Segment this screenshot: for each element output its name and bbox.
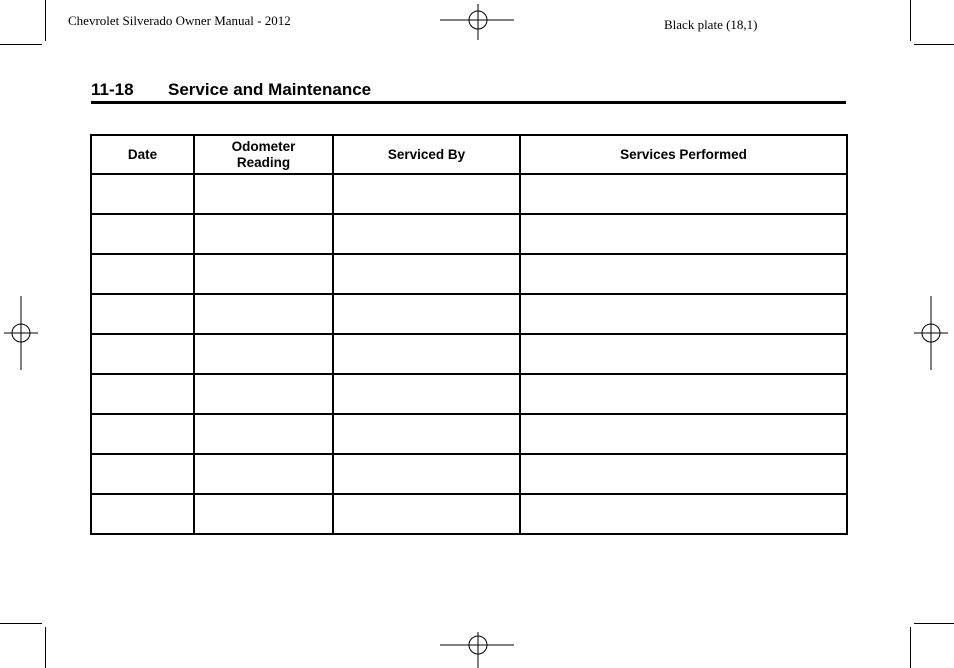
table-cell [520,254,847,294]
table-cell [194,294,333,334]
table-cell [520,174,847,214]
table-cell [91,494,194,534]
table-cell [333,254,520,294]
crop-mark [910,0,911,41]
table-cell [520,414,847,454]
table-cell [91,334,194,374]
table-cell [520,214,847,254]
table-cell [91,374,194,414]
table-cell [333,294,520,334]
table-cell [333,334,520,374]
registration-mark-icon [2,296,40,370]
crop-mark [914,44,954,45]
table-cell [91,214,194,254]
table-cell [194,454,333,494]
crop-mark [0,44,42,45]
table-cell [91,174,194,214]
table-cell [520,294,847,334]
registration-mark-icon [912,296,950,370]
table-cell [194,374,333,414]
table-header-row [91,135,847,174]
crop-mark [0,623,42,624]
registration-mark-icon [440,632,516,668]
table-cell [194,174,333,214]
table-row [91,254,847,294]
table-cell [333,414,520,454]
table-row [91,174,847,214]
table-cell [91,294,194,334]
table-cell [333,454,520,494]
table-cell [194,334,333,374]
registration-mark-icon [440,4,516,40]
column-header-date: Date [91,135,194,174]
table-row [91,494,847,534]
table-cell [194,494,333,534]
table-cell [333,374,520,414]
document-title: Chevrolet Silverado Owner Manual - 2012 [68,13,291,28]
column-header-odometer-reading: Odometer Reading [194,135,333,174]
plate-info: Black plate (18,1) [664,17,758,32]
table-cell [194,214,333,254]
table-row [91,214,847,254]
table-cell [194,414,333,454]
table-cell [333,494,520,534]
table-row [91,414,847,454]
page-title [91,80,371,100]
crop-mark [45,0,46,41]
column-header-services-performed: Services Performed [520,135,847,174]
section-title: Service and Maintenance [168,80,372,99]
table-row [91,334,847,374]
maintenance-log-table [90,134,848,535]
table-cell [520,334,847,374]
table-row [91,454,847,494]
table-cell [520,494,847,534]
table-cell [194,254,333,294]
table-cell [91,454,194,494]
section-number: 11-18 [91,80,134,99]
table-cell [333,174,520,214]
title-rule [91,101,846,104]
crop-mark [910,627,911,668]
table-cell [91,254,194,294]
table-row [91,374,847,414]
table-cell [520,374,847,414]
column-header-serviced-by: Serviced By [333,135,520,174]
table-row [91,294,847,334]
crop-mark [45,627,46,668]
table-cell [333,214,520,254]
table-cell [520,454,847,494]
crop-mark [914,623,954,624]
table-cell [91,414,194,454]
